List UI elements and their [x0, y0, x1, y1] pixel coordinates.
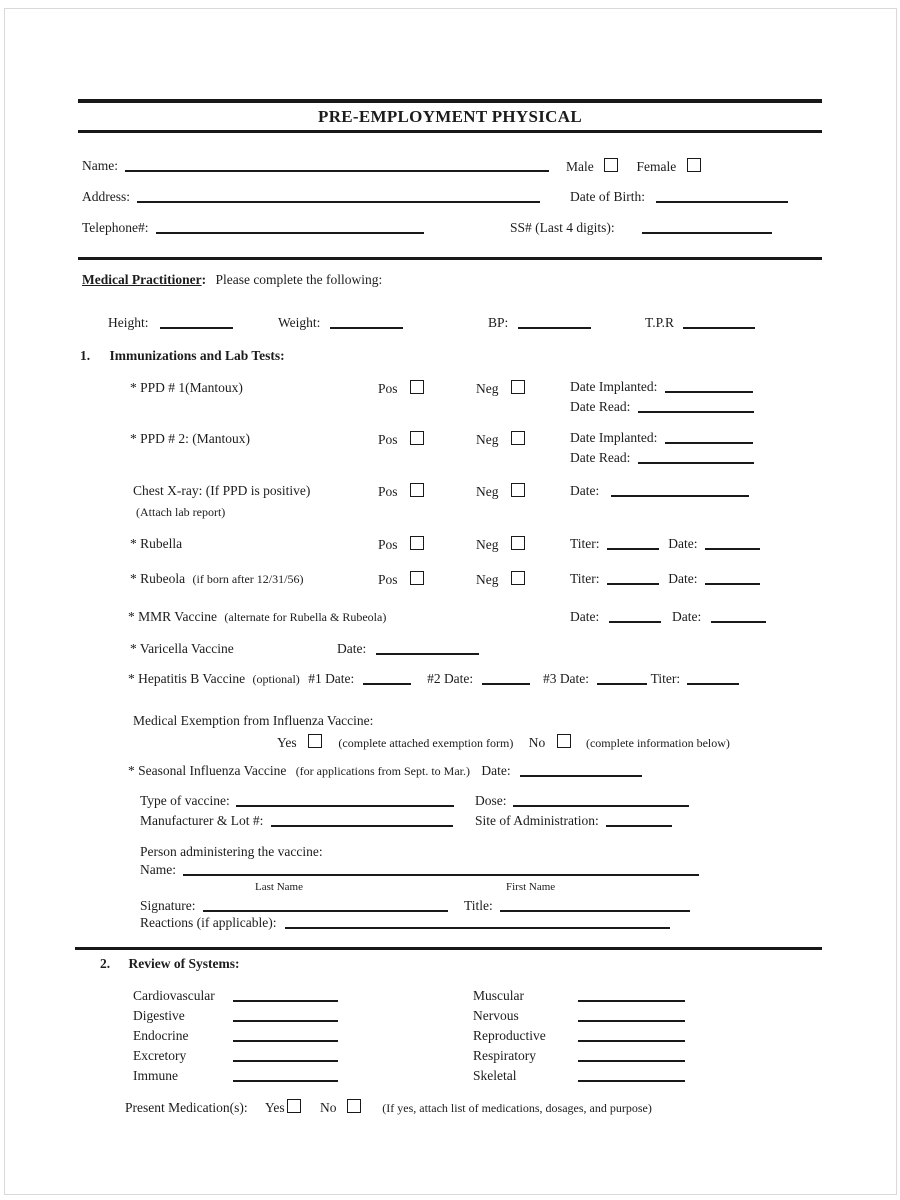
hepb-date3-label: #3 Date: — [542, 671, 590, 686]
chest-neg-checkbox[interactable] — [511, 483, 525, 497]
ppd1-neg — [476, 380, 525, 397]
pos-label: Pos — [378, 381, 398, 396]
vaccine-type-row — [140, 793, 454, 809]
bp-label: BP: — [488, 315, 509, 330]
administrator-name-label: Name: — [140, 862, 176, 877]
chest-sub-label: (Attach lab report) — [136, 505, 226, 519]
dob-label: Date of Birth: — [570, 189, 645, 204]
hepb-date1-field[interactable] — [363, 671, 411, 685]
title-field[interactable] — [500, 898, 690, 912]
varicella-date-field[interactable] — [376, 641, 479, 655]
rubeola-titer-field[interactable] — [607, 571, 659, 585]
rubella-label: * Rubella — [130, 536, 183, 551]
manufacturer-label: Manufacturer & Lot #: — [140, 813, 264, 828]
review-row-right — [473, 1048, 685, 1064]
mmr-label-row — [128, 609, 386, 625]
tpr-label: T.P.R — [645, 315, 675, 330]
immune-field[interactable] — [233, 1068, 338, 1082]
medications-yes-label: Yes — [264, 1100, 285, 1115]
medications-no-label: No — [320, 1100, 337, 1115]
vaccine-type-field[interactable] — [236, 793, 454, 807]
ppd1-label: * PPD # 1(Mantoux) — [130, 380, 243, 395]
rubeola-pos — [378, 571, 424, 588]
person-administering-label: Person administering the vaccine: — [140, 844, 323, 859]
height-label: Height: — [108, 315, 149, 330]
review-row-left — [133, 1068, 338, 1084]
skeletal-field[interactable] — [578, 1068, 685, 1082]
hepb-date1-label: #1 Date: — [308, 671, 355, 686]
bp-row — [488, 315, 591, 331]
date-label: Date: — [668, 571, 698, 586]
review-row-right — [473, 1068, 685, 1084]
section-divider-2 — [75, 947, 822, 950]
cardiovascular-field[interactable] — [233, 988, 338, 1002]
varicella-date-row — [337, 641, 479, 657]
sex-row — [566, 158, 701, 175]
tpr-row — [645, 315, 755, 331]
first-name-caption: First Name — [506, 881, 556, 893]
review-row-left — [133, 1048, 338, 1064]
muscular-field[interactable] — [578, 988, 685, 1002]
dose-field[interactable] — [513, 793, 689, 807]
system-label: Cardiovascular — [133, 988, 215, 1003]
site-field[interactable] — [606, 813, 672, 827]
varicella-label: * Varicella Vaccine — [130, 641, 234, 656]
date-label: Date: — [481, 763, 511, 778]
administrator-name-row — [140, 862, 699, 878]
title-rule-bottom — [78, 130, 822, 133]
seasonal-label: * Seasonal Influenza Vaccine — [128, 763, 287, 778]
neg-label: Neg — [476, 537, 499, 552]
rubella-titer-field[interactable] — [607, 536, 659, 550]
system-label: Reproductive — [473, 1028, 546, 1043]
medications-note: (If yes, attach list of medications, dosages, and purpose) — [382, 1101, 652, 1115]
address-label: Address: — [82, 189, 130, 204]
rubella-pos — [378, 536, 424, 553]
phone-label: Telephone#: — [82, 220, 149, 235]
review-row-left — [133, 988, 338, 1004]
mmr-date2-field[interactable] — [711, 609, 766, 623]
name-row — [82, 158, 549, 174]
review-row-right — [473, 988, 685, 1004]
pos-label: Pos — [378, 537, 398, 552]
review-row-right — [473, 1008, 685, 1024]
exemption-yes-checkbox[interactable] — [308, 734, 322, 748]
ppd2-date-implanted-field[interactable] — [665, 430, 753, 444]
system-label: Digestive — [133, 1008, 185, 1023]
hepb-titer-field[interactable] — [687, 671, 739, 685]
section2-heading-row — [100, 956, 239, 972]
mmr-dates-row — [570, 609, 766, 625]
rubella-titer-date-row — [570, 536, 760, 552]
height-row — [108, 315, 233, 331]
chest-neg — [476, 483, 525, 500]
chest-label: Chest X-ray: (If PPD is positive) — [133, 483, 311, 498]
site-row — [475, 813, 672, 829]
section1-heading-row — [80, 348, 285, 364]
rubella-pos-checkbox[interactable] — [410, 536, 424, 550]
neg-label: Neg — [476, 484, 499, 499]
signature-label: Signature: — [140, 898, 196, 913]
administrator-name-field[interactable] — [183, 862, 699, 876]
reactions-label: Reactions (if applicable): — [140, 915, 277, 930]
address-field[interactable] — [137, 189, 540, 203]
title-row — [464, 898, 690, 914]
mmr-date1-field[interactable] — [609, 609, 661, 623]
manufacturer-field[interactable] — [271, 813, 453, 827]
rubeola-neg-checkbox[interactable] — [511, 571, 525, 585]
date-label: Date: — [668, 536, 698, 551]
date-label: Date: — [570, 483, 600, 498]
system-label: Excretory — [133, 1048, 187, 1063]
ppd2-date-read-field[interactable] — [638, 450, 754, 464]
ppd2-pos-checkbox[interactable] — [410, 431, 424, 445]
section2-number: 2. — [100, 956, 111, 971]
section1-number: 1. — [80, 348, 91, 363]
dose-row — [475, 793, 689, 809]
practitioner-heading: Medical Practitioner — [82, 272, 202, 287]
section-divider-1 — [78, 257, 822, 260]
date-implanted-label: Date Implanted: — [570, 430, 658, 445]
ppd2-neg-checkbox[interactable] — [511, 431, 525, 445]
bp-field[interactable] — [518, 315, 591, 329]
medications-yes-checkbox[interactable] — [287, 1099, 301, 1113]
seasonal-date-field[interactable] — [520, 763, 642, 777]
phone-field[interactable] — [156, 220, 424, 234]
rubeola-label: * Rubeola — [130, 571, 186, 586]
pos-label: Pos — [378, 432, 398, 447]
signature-field[interactable] — [203, 898, 448, 912]
reactions-row — [140, 915, 670, 931]
dob-row — [570, 189, 788, 205]
ssn-row — [510, 220, 772, 236]
exemption-yes-note: (complete attached exemption form) — [338, 736, 514, 750]
rubeola-neg — [476, 571, 525, 588]
hepb-date3-field[interactable] — [597, 671, 647, 685]
ppd1-date-read-field[interactable] — [638, 399, 754, 413]
ppd2-neg — [476, 431, 525, 448]
dob-field[interactable] — [656, 189, 788, 203]
system-label: Nervous — [473, 1008, 519, 1023]
respiratory-field[interactable] — [578, 1048, 685, 1062]
seasonal-row — [128, 763, 642, 779]
ppd1-pos — [378, 380, 424, 397]
endocrine-field[interactable] — [233, 1028, 338, 1042]
date-read-label: Date Read: — [570, 399, 631, 414]
rubeola-date-field[interactable] — [705, 571, 760, 585]
nervous-field[interactable] — [578, 1008, 685, 1022]
date-implanted-label: Date Implanted: — [570, 379, 658, 394]
site-label: Site of Administration: — [475, 813, 599, 828]
rubeola-label-row — [130, 571, 303, 587]
ppd1-date-implanted-row — [570, 379, 753, 395]
rubella-neg-checkbox[interactable] — [511, 536, 525, 550]
titer-label: Titer: — [570, 536, 600, 551]
review-row-left — [133, 1008, 338, 1024]
practitioner-heading-row — [82, 272, 382, 288]
medications-label: Present Medication(s): — [125, 1100, 248, 1115]
exemption-label: Medical Exemption from Influenza Vaccine: — [133, 713, 374, 728]
practitioner-instruction: Please complete the following: — [215, 272, 383, 287]
medications-row — [125, 1099, 652, 1116]
exemption-no-checkbox[interactable] — [557, 734, 571, 748]
excretory-field[interactable] — [233, 1048, 338, 1062]
chest-date-field[interactable] — [611, 483, 749, 497]
exemption-no-label: No — [528, 735, 546, 750]
hepb-label: * Hepatitis B Vaccine — [128, 671, 246, 686]
section2-heading: Review of Systems: — [128, 956, 240, 971]
mmr-label: * MMR Vaccine — [128, 609, 217, 624]
neg-label: Neg — [476, 572, 499, 587]
practitioner-colon: : — [201, 272, 207, 287]
hepb-row — [128, 671, 739, 687]
address-row — [82, 189, 540, 205]
female-checkbox[interactable] — [687, 158, 701, 172]
hepb-titer-label: Titer: — [650, 671, 681, 686]
ppd1-pos-checkbox[interactable] — [410, 380, 424, 394]
section1-heading: Immunizations and Lab Tests: — [109, 348, 285, 363]
ppd1-date-implanted-field[interactable] — [665, 379, 753, 393]
chest-pos-checkbox[interactable] — [410, 483, 424, 497]
pos-label: Pos — [378, 484, 398, 499]
weight-label: Weight: — [278, 315, 321, 330]
weight-field[interactable] — [330, 315, 403, 329]
ppd2-date-read-row — [570, 450, 754, 466]
signature-row — [140, 898, 448, 914]
dose-label: Dose: — [475, 793, 507, 808]
male-label: Male — [566, 159, 594, 174]
exemption-no-note: (complete information below) — [585, 736, 730, 750]
system-label: Muscular — [473, 988, 524, 1003]
ppd2-label: * PPD # 2: (Mantoux) — [130, 431, 251, 446]
ssn-field[interactable] — [642, 220, 772, 234]
reactions-field[interactable] — [285, 915, 670, 929]
date-label: Date: — [337, 641, 367, 656]
height-field[interactable] — [160, 315, 233, 329]
date-read-label: Date Read: — [570, 450, 631, 465]
chest-date-row — [570, 483, 749, 499]
titer-label: Titer: — [570, 571, 600, 586]
digestive-field[interactable] — [233, 1008, 338, 1022]
system-label: Endocrine — [133, 1028, 189, 1043]
review-row-right — [473, 1028, 685, 1044]
neg-label: Neg — [476, 381, 499, 396]
mmr-note: (alternate for Rubella & Rubeola) — [224, 610, 387, 624]
last-name-caption: Last Name — [255, 881, 303, 893]
ssn-label: SS# (Last 4 digits): — [510, 220, 615, 235]
neg-label: Neg — [476, 432, 499, 447]
date-label: Date: — [570, 609, 600, 624]
system-label: Respiratory — [473, 1048, 536, 1063]
title-label: Title: — [464, 898, 493, 913]
rubeola-note: (if born after 12/31/56) — [192, 572, 304, 586]
chest-pos — [378, 483, 424, 500]
hepb-date2-field[interactable] — [482, 671, 530, 685]
ppd1-neg-checkbox[interactable] — [511, 380, 525, 394]
exemption-yes-label: Yes — [277, 735, 297, 750]
rubella-date-field[interactable] — [705, 536, 760, 550]
system-label: Skeletal — [473, 1068, 517, 1083]
name-field[interactable] — [125, 158, 549, 172]
weight-row — [278, 315, 403, 331]
medications-no-checkbox[interactable] — [347, 1099, 361, 1113]
ppd2-pos — [378, 431, 424, 448]
ppd2-date-implanted-row — [570, 430, 753, 446]
vaccine-type-label: Type of vaccine: — [140, 793, 230, 808]
rubeola-pos-checkbox[interactable] — [410, 571, 424, 585]
rubella-neg — [476, 536, 525, 553]
exemption-options-row — [277, 734, 730, 751]
form-title: PRE-EMPLOYMENT PHYSICAL — [318, 107, 582, 126]
name-label: Name: — [82, 158, 118, 173]
seasonal-note: (for applications from Sept. to Mar.) — [295, 764, 470, 778]
rubeola-titer-date-row — [570, 571, 760, 587]
male-checkbox[interactable] — [604, 158, 618, 172]
review-row-left — [133, 1028, 338, 1044]
manufacturer-row — [140, 813, 453, 829]
system-label: Immune — [133, 1068, 178, 1083]
hepb-date2-label: #2 Date: — [427, 671, 474, 686]
pos-label: Pos — [378, 572, 398, 587]
hepb-note: (optional) — [252, 672, 300, 686]
date-label: Date: — [672, 609, 702, 624]
phone-row — [82, 220, 424, 236]
title-rule-top — [78, 99, 822, 103]
tpr-field[interactable] — [683, 315, 755, 329]
reproductive-field[interactable] — [578, 1028, 685, 1042]
ppd1-date-read-row — [570, 399, 754, 415]
female-label: Female — [636, 159, 677, 174]
